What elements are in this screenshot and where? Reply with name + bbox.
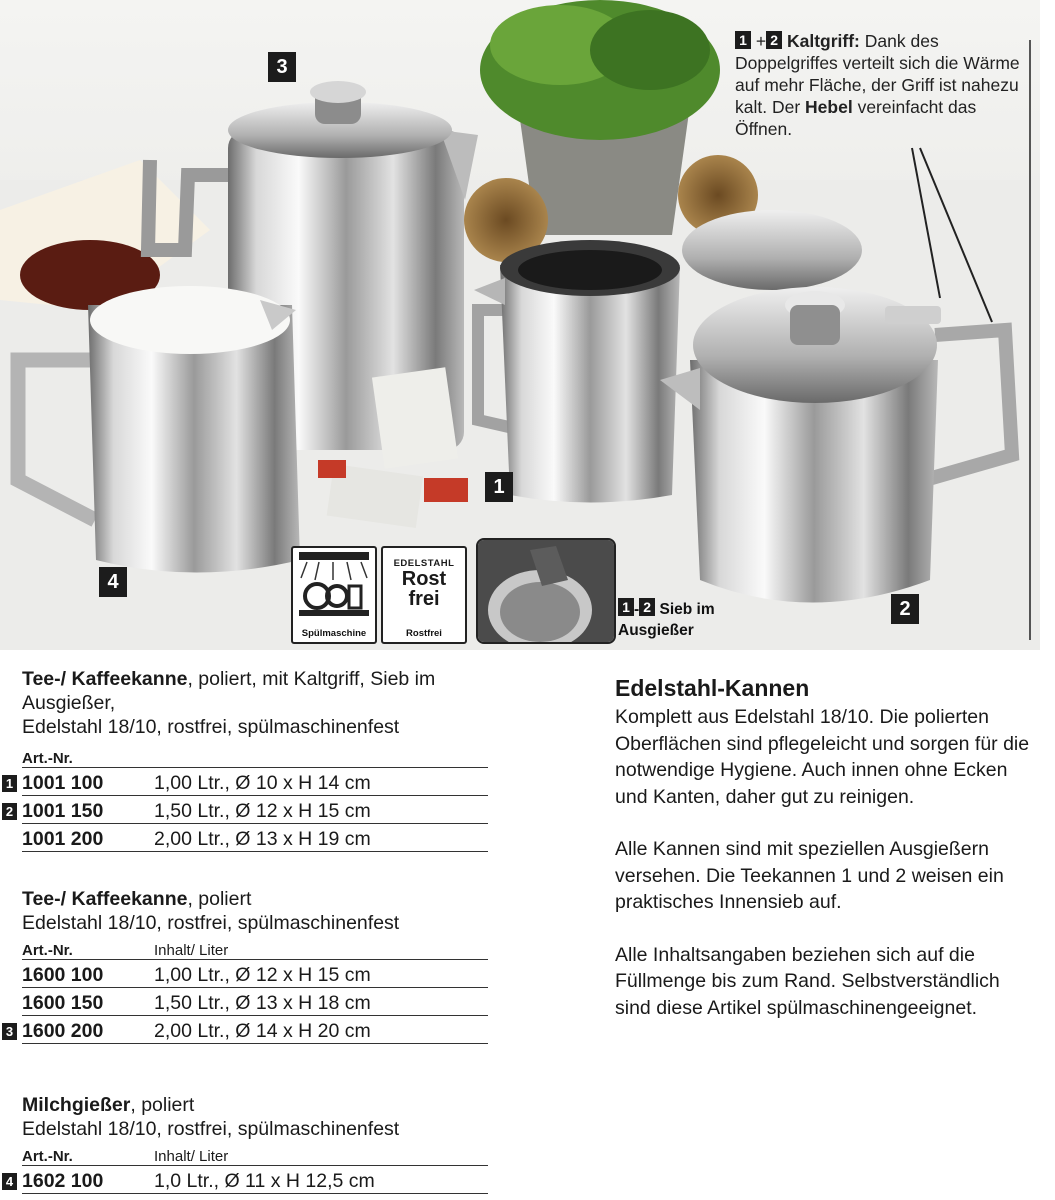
description: [615, 674, 1035, 1047]
rostfrei-line1: EDELSTAHL: [393, 558, 455, 569]
header-content: [154, 745, 488, 768]
table-row: [22, 960, 488, 988]
description-heading: Edelstahl-Kannen: [615, 675, 810, 701]
header-art: Art.-Nr.: [22, 1143, 154, 1166]
dishwasher-icon-graphic: [293, 548, 375, 624]
product-title: Milchgießer, poliert: [22, 1094, 195, 1116]
spec-table: [5, 745, 488, 852]
photo-badge-4: 4: [99, 567, 127, 597]
sieb-dash: -: [634, 601, 640, 618]
note-bold-word: Hebel: [805, 97, 853, 117]
description-paragraph-1: Komplett aus Edelstahl 18/10. Die polierten Oberflächen sind pflegeleicht und sorgen für die notwendige Hygiene. Auch innen ohne Ecken und Kanten, daher gut zu reinigen.: [615, 706, 1030, 808]
rostfrei-icon: [381, 546, 467, 644]
article-number: 1001 100: [22, 772, 104, 794]
note-heading: Kaltgriff:: [786, 31, 860, 51]
sieb-badge-2: 2: [639, 598, 655, 616]
dishwasher-caption: Spülmaschine: [301, 628, 367, 639]
sieb-line2: Ausgießer: [618, 622, 694, 639]
product-block-1600: [5, 887, 492, 1044]
description-paragraph-2: Alle Kannen sind mit speziellen Ausgießern versehen. Die Teekannen 1 und 2 weisen ein praktisches Innensieb auf.: [615, 838, 1004, 913]
article-spec: 2,00 Ltr., Ø 13 x H 19 cm: [154, 824, 488, 852]
article-number: 1600 150: [22, 992, 104, 1014]
sieb-note: [618, 598, 715, 641]
spout-closeup-graphic: [478, 540, 614, 642]
note-badge-2: 2: [766, 31, 782, 49]
rostfrei-line3: frei: [408, 588, 440, 610]
row-badge: 1: [2, 775, 17, 792]
article-number: 1001 150: [22, 800, 104, 822]
product-subtitle: Edelstahl 18/10, rostfrei, spülmaschinenfest: [22, 716, 400, 738]
rostfrei-caption: Rostfrei: [406, 628, 442, 639]
table-row: [22, 1016, 488, 1044]
spout-closeup: [476, 538, 616, 644]
table-header: [22, 1143, 488, 1166]
article-spec: 1,50 Ltr., Ø 12 x H 15 cm: [154, 796, 488, 824]
note-text-1: Dank des Doppelgriffes verteilt sich die Wärme auf mehr Fläche, der Griff ist nahezu kalt. Der: [735, 31, 1020, 117]
table-row: [22, 1166, 488, 1194]
header-content: Inhalt/ Liter: [154, 1143, 488, 1166]
row-badge: 4: [2, 1173, 17, 1190]
sieb-badge-1: 1: [618, 598, 634, 616]
table-header: [22, 937, 488, 960]
note-plus: +: [755, 31, 767, 51]
product-subtitle: Edelstahl 18/10, rostfrei, spülmaschinenfest: [22, 912, 400, 934]
kaltgriff-note: [735, 30, 1035, 140]
photo-badge-2: 2: [891, 594, 919, 624]
article-spec: 1,00 Ltr., Ø 10 x H 14 cm: [154, 768, 488, 796]
spec-table: [5, 937, 488, 1044]
article-spec: 2,00 Ltr., Ø 14 x H 20 cm: [154, 1016, 488, 1044]
article-number: 1600 100: [22, 964, 104, 986]
product-title: Tee-/ Kaffeekanne, poliert: [22, 888, 252, 910]
article-spec: 1,50 Ltr., Ø 13 x H 18 cm: [154, 988, 488, 1016]
spec-table: [5, 1143, 488, 1194]
header-art: Art.-Nr.: [22, 937, 154, 960]
rostfrei-line2: Rost: [401, 568, 447, 590]
article-spec: 1,00 Ltr., Ø 12 x H 15 cm: [154, 960, 488, 988]
product-block-1602: [5, 1093, 492, 1194]
photo-badge-1: 1: [485, 472, 513, 502]
row-badge: 3: [2, 1023, 17, 1040]
note-badge-1: 1: [735, 31, 751, 49]
sieb-line1: Sieb im: [659, 601, 715, 618]
header-content: Inhalt/ Liter: [154, 937, 488, 960]
row-badge: 2: [2, 803, 17, 820]
header-art: Art.-Nr.: [22, 745, 154, 768]
table-row: [22, 824, 488, 852]
article-number: 1001 200: [22, 828, 104, 850]
table-header: [22, 745, 488, 768]
description-paragraph-3: Alle Inhaltsangaben beziehen sich auf die Füllmenge bis zum Rand. Selbstverständlich sind diese Artikel spülmaschinengeeignet.: [615, 943, 1000, 1019]
article-number: 1602 100: [22, 1170, 104, 1192]
article-spec: 1,0 Ltr., Ø 11 x H 12,5 cm: [154, 1166, 488, 1194]
dishwasher-icon: [291, 546, 377, 644]
photo-badge-3: 3: [268, 52, 296, 82]
product-title: Tee-/ Kaffeekanne, poliert, mit Kaltgriff, Sieb im Ausgießer,: [22, 668, 436, 714]
product-block-1001: [5, 667, 492, 852]
product-subtitle: Edelstahl 18/10, rostfrei, spülmaschinenfest: [22, 1118, 400, 1140]
table-row: [22, 796, 488, 824]
note-text-2: vereinfacht das Öffnen.: [735, 97, 977, 139]
table-row: [22, 988, 488, 1016]
table-row: [22, 768, 488, 796]
article-number: 1600 200: [22, 1020, 104, 1042]
